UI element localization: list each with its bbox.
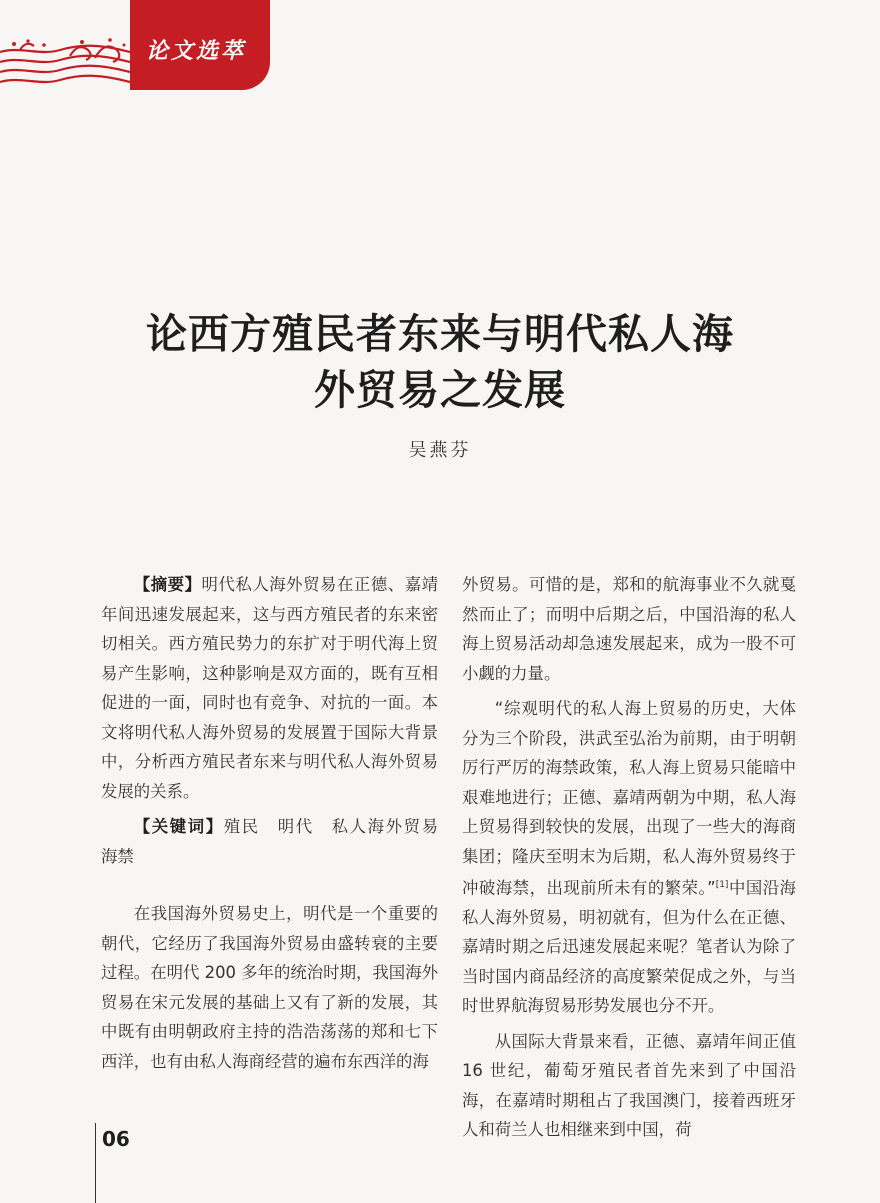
body-paragraph-3: 从国际大背景来看，正德、嘉靖年间正值 16 世纪，葡萄牙殖民者首先来到了中国沿海，在嘉靖时期租占了我国澳门，接着西班牙人和荷兰人也相继来到中国，荷 — [462, 1031, 796, 1140]
body-paragraph-1: 在我国海外贸易史上，明代是一个重要的朝代，它经历了我国海外贸易由盛转衰的主要过程。在明代 200 多年的统治时期，我国海外贸易在宋元发展的基础上又有了新的发展，其中既有由明朝政府主持的浩浩荡荡的郑和七下西洋，也有由私人海商经营的遍布东西洋的海 — [101, 904, 438, 1071]
footer-rule — [95, 1123, 96, 1203]
author-name: 吴燕芬 — [408, 440, 472, 461]
abstract-text: 明代私人海外贸易在正德、嘉靖年间迅速发展起来，这与西方殖民者的东来密切相关。西方殖民势力的东扩对于明代海上贸易产生影响，这种影响是双方面的，既有互相促进的一面，同时也有竞争、对抗的一面。本文将明代私人海外贸易的发展置于国际大背景中，分析西方殖民者东来与明代私人海外贸易发展的关系。 — [101, 575, 439, 801]
title-line-1: 论西方殖民者东来与明代私人海 — [146, 310, 734, 358]
keywords-label: 【关键词】 — [133, 817, 224, 836]
citation-ref: [1] — [715, 880, 729, 890]
wave-decoration-icon — [0, 36, 140, 90]
page-number: 06 — [102, 1127, 130, 1151]
keywords-paragraph — [101, 812, 455, 871]
title-line-2: 外贸易之发展 — [314, 366, 566, 414]
body-paragraph-2 — [462, 694, 796, 1021]
abstract-paragraph — [101, 570, 438, 806]
body-paragraph-1-continued: 外贸易。可惜的是，郑和的航海事业不久就戛然而止了；而明中后期之后，中国沿海的私人海上贸易活动却急速发展起来，成为一股不可小觑的力量。 — [462, 575, 796, 683]
body-paragraph-2-text: “综观明代的私人海上贸易的历史，大体分为三个阶段，洪武至弘治为前期，由于明朝厉行严厉的海禁政策，私人海上贸易只能暗中艰难地进行；正德、嘉靖两朝为中期，私人海上贸易得到较快的发展，出现了一些大的海商集团；隆庆至明末为后期，私人海外贸易终于冲破海禁，出现前所未有的繁荣。” — [462, 699, 796, 898]
section-tab — [130, 0, 270, 90]
body-paragraph-2-text-cont: 中国沿海私人海外贸易，明初就有，但为什么在正德、嘉靖时期之后迅速发展起来呢？笔者认为除了当时国内商品经济的高度繁荣促成之外，与当时世界航海贸易形势发展也分不开。 — [462, 878, 797, 1016]
article-title — [90, 306, 790, 418]
header-band — [0, 0, 270, 90]
keywords-text: 殖民 明代 私人海外贸易 海禁 — [101, 817, 455, 866]
abstract-label: 【摘要】 — [133, 575, 202, 594]
section-label: 论文选萃 — [146, 38, 247, 64]
left-column — [101, 570, 455, 1076]
right-column — [462, 570, 796, 1145]
